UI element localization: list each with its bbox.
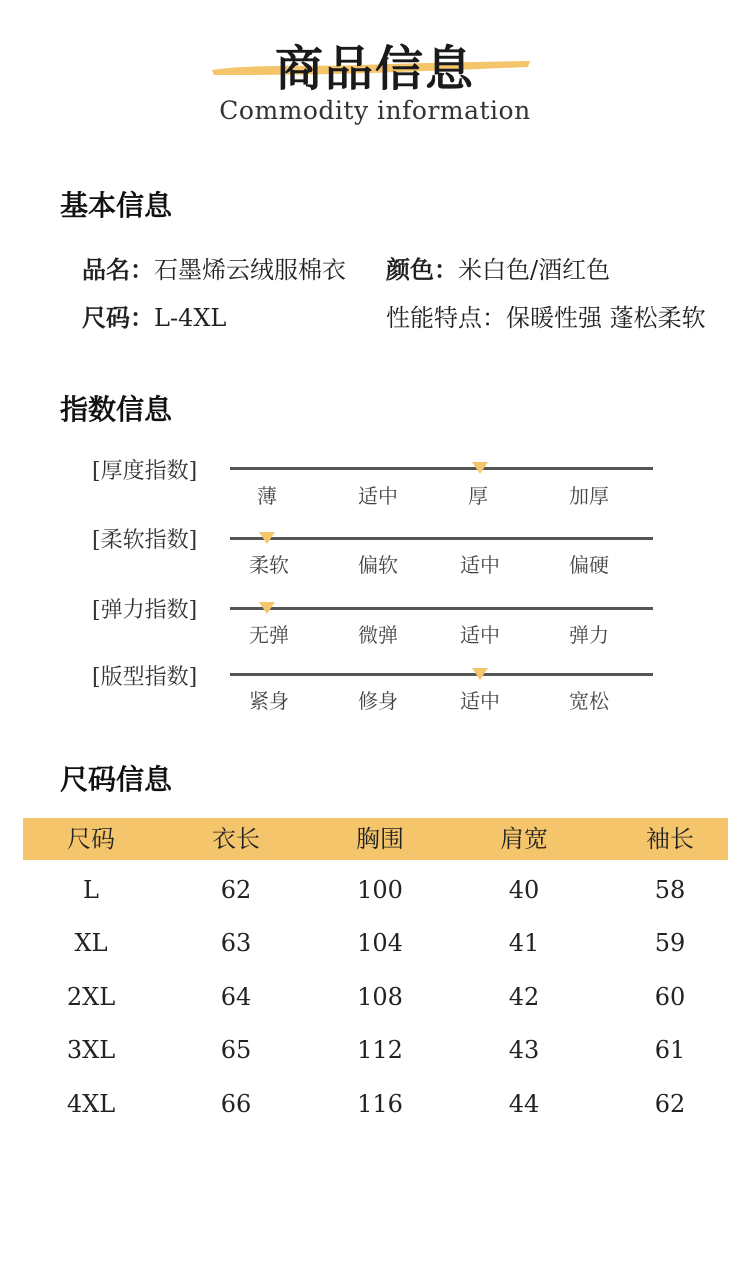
- table-cell: 59: [654, 929, 686, 957]
- table-cell: 62: [654, 1090, 686, 1118]
- index-option: 紧身: [249, 689, 289, 713]
- index-option: 修身: [358, 689, 398, 713]
- table-cell: 44: [508, 1090, 540, 1118]
- info-key: 尺码：: [82, 303, 154, 332]
- table-cell: 40: [508, 876, 540, 904]
- index-track: [230, 673, 653, 676]
- page-title: 商品信息: [274, 41, 475, 97]
- table-cell: 3XL: [66, 1036, 116, 1064]
- page-subtitle: Commodity information: [219, 96, 531, 125]
- index-option: 偏软: [358, 553, 398, 577]
- table-cell: 42: [508, 983, 540, 1011]
- section-heading-index: 指数信息: [60, 393, 173, 426]
- table-cell: 63: [220, 929, 252, 957]
- section-heading-size: 尺码信息: [60, 763, 173, 796]
- table-cell: 43: [508, 1036, 540, 1064]
- index-marker: [259, 532, 275, 544]
- index-label: [弹力指数]: [92, 598, 198, 623]
- table-cell: 60: [654, 983, 686, 1011]
- index-option: 薄: [257, 484, 277, 508]
- info-key: 性能特点：: [386, 304, 506, 332]
- info-value: 石墨烯云绒服棉衣: [154, 256, 346, 284]
- index-option: 宽松: [569, 689, 609, 713]
- table-cell: 62: [220, 876, 252, 904]
- index-track: [230, 467, 653, 470]
- table-cell: XL: [74, 929, 108, 957]
- table-cell: 112: [357, 1036, 403, 1064]
- index-option: 微弹: [358, 623, 398, 647]
- index-label: [厚度指数]: [92, 459, 198, 484]
- index-option: 偏硬: [569, 553, 609, 577]
- size-table-header: [23, 818, 728, 860]
- info-value: L-4XL: [154, 304, 227, 332]
- index-label: [版型指数]: [92, 665, 198, 690]
- info-size: [82, 298, 226, 333]
- table-cell: L: [83, 876, 99, 904]
- index-option: 无弹: [249, 623, 289, 647]
- index-option: 柔软: [249, 553, 289, 577]
- info-features: [386, 298, 706, 333]
- table-cell: 41: [508, 929, 540, 957]
- table-cell: 58: [654, 876, 686, 904]
- index-option: 厚: [468, 484, 488, 508]
- table-cell: 4XL: [66, 1090, 116, 1118]
- index-marker: [472, 668, 488, 680]
- info-color: [386, 250, 610, 285]
- index-option: 加厚: [569, 484, 609, 508]
- column-header: 袖长: [646, 825, 694, 853]
- index-marker: [472, 462, 488, 474]
- table-cell: 66: [220, 1090, 252, 1118]
- index-option: 适中: [460, 689, 500, 713]
- table-cell: 61: [654, 1036, 686, 1064]
- info-value: 米白色/酒红色: [458, 256, 611, 284]
- table-cell: 116: [357, 1090, 403, 1118]
- index-label: [柔软指数]: [92, 528, 198, 553]
- index-option: 适中: [460, 623, 500, 647]
- index-track: [230, 537, 653, 540]
- index-option: 弹力: [569, 623, 609, 647]
- column-header: 胸围: [356, 825, 404, 853]
- table-cell: 64: [220, 983, 252, 1011]
- index-marker: [259, 602, 275, 614]
- column-header: 肩宽: [500, 825, 548, 853]
- section-heading-basic: 基本信息: [60, 189, 173, 222]
- info-value: 保暖性强 蓬松柔软: [506, 304, 706, 332]
- table-cell: 2XL: [66, 983, 116, 1011]
- index-option: 适中: [358, 484, 398, 508]
- table-cell: 108: [357, 983, 403, 1011]
- table-cell: 65: [220, 1036, 252, 1064]
- column-header: 衣长: [212, 825, 260, 853]
- info-key: 颜色：: [386, 255, 458, 284]
- index-option: 适中: [460, 553, 500, 577]
- index-track: [230, 607, 653, 610]
- table-cell: 104: [357, 929, 403, 957]
- info-product-name: [82, 250, 346, 285]
- info-key: 品名：: [82, 255, 154, 284]
- column-header: 尺码: [67, 825, 115, 853]
- table-cell: 100: [357, 876, 403, 904]
